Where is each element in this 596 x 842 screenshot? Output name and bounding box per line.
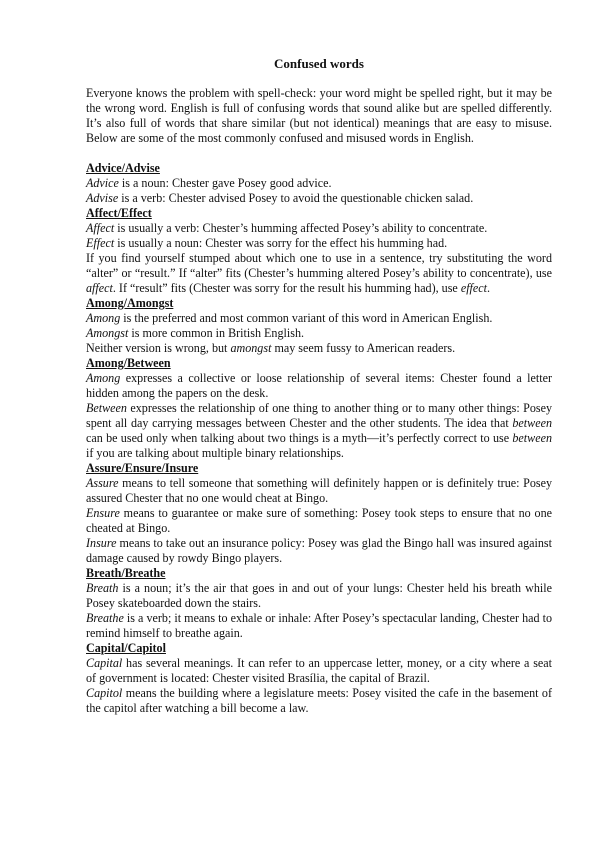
text-run: If you find yourself stumped about which one to use in a sentence, try substituting the word “alter” or “result.” If “alter” fits (Chester’s humming altered Posey’s ability to concentrate), use [86, 251, 552, 280]
definition-paragraph [86, 611, 552, 641]
italic-term: Effect [86, 236, 115, 250]
italic-term: Advise [86, 191, 119, 205]
definition-paragraph [86, 536, 552, 566]
italic-term: amongst [230, 341, 272, 355]
italic-term: effect [460, 281, 488, 295]
italic-term: Advice [86, 176, 119, 190]
definition-paragraph [86, 311, 552, 326]
section [86, 296, 552, 356]
italic-term: Amongst [86, 326, 129, 340]
text-run: can be used only when talking about two things is a myth—it’s perfectly correct to use [86, 431, 513, 445]
section-heading: Advice/Advise [86, 161, 160, 175]
italic-term: Among [86, 371, 121, 385]
section-heading: Affect/Effect [86, 206, 152, 220]
definition-paragraph [86, 176, 552, 191]
italic-term: Capitol [86, 686, 123, 700]
italic-term: Capital [86, 656, 123, 670]
section-heading: Capital/Capitol [86, 641, 166, 655]
text-run: is a noun: Chester gave Posey good advice. [118, 176, 332, 190]
text-run: is the preferred and most common variant of this word in American English. [120, 311, 493, 325]
italic-term: between [512, 416, 552, 430]
italic-term: Breath [86, 581, 119, 595]
text-run: is a verb; it means to exhale or inhale: After Posey’s spectacular landing, Chester had to remind himself to breathe again. [86, 611, 552, 640]
definition-paragraph [86, 581, 552, 611]
document-title: Confused words [274, 56, 364, 71]
definition-paragraph [86, 401, 552, 461]
section [86, 641, 552, 716]
italic-term: Insure [86, 536, 117, 550]
text-run: . [487, 281, 491, 295]
definition-paragraph [86, 656, 552, 686]
text-run: . If “result” fits (Chester was sorry for the result his humming had), use [112, 281, 461, 295]
section [86, 461, 552, 566]
definition-paragraph [86, 221, 552, 236]
document-page [86, 56, 552, 716]
text-run: means the building where a legislature meets: Posey visited the cafe in the basement of the capitol after watching a bill become a law. [86, 686, 552, 715]
text-run: is usually a verb: Chester’s humming affected Posey’s ability to concentrate. [114, 221, 488, 235]
italic-term: Between [86, 401, 127, 415]
sections-container [86, 161, 552, 716]
text-run: may seem fussy to American readers. [271, 341, 456, 355]
section-heading: Assure/Ensure/Insure [86, 461, 199, 475]
section-heading: Among/Amongst [86, 296, 174, 310]
text-run: expresses a collective or loose relationship of several items: Chester found a letter hidden among the papers on the desk. [86, 371, 552, 400]
section [86, 206, 552, 296]
text-run: means to tell someone that something will definitely happen or is definitely true: Posey assured Chester that no one would cheat at Bingo. [86, 476, 552, 505]
definition-paragraph [86, 236, 552, 251]
definition-paragraph [86, 506, 552, 536]
definition-paragraph [86, 191, 552, 206]
italic-term: between [512, 431, 552, 445]
italic-term: Affect [86, 221, 115, 235]
text-run: expresses the relationship of one thing to another thing or to many other things: Posey spent all day carrying messages between Chester and the other students. The idea that [86, 401, 552, 430]
text-run: if you are talking about multiple binary relationships. [86, 446, 344, 460]
definition-paragraph [86, 341, 552, 356]
section [86, 356, 552, 461]
italic-term: affect [86, 281, 113, 295]
italic-term: Among [86, 311, 121, 325]
definition-paragraph [86, 686, 552, 716]
section [86, 566, 552, 641]
definition-paragraph [86, 326, 552, 341]
intro-paragraph: Everyone knows the problem with spell-check: your word might be spelled right, but it may be the wrong word. English is full of confusing words that sound alike but are spelled differently. It’s also full of words that share similar (but not identical) meanings that are easy to misuse. Below are some of the most commonly confused and misused words in English. [86, 86, 552, 145]
text-run: is a noun; it’s the air that goes in and out of your lungs: Chester held his breath while Posey skateboarded down the stairs. [86, 581, 552, 610]
text-run: is more common in British English. [128, 326, 305, 340]
text-run: means to guarantee or make sure of something: Posey took steps to ensure that no one cheated at Bingo. [86, 506, 552, 535]
text-run: has several meanings. It can refer to an uppercase letter, money, or a city where a seat of government is located: Chester visited Brasília, the capital of Brazil. [86, 656, 552, 685]
section-heading: Breath/Breathe [86, 566, 166, 580]
definition-paragraph [86, 371, 552, 401]
definition-paragraph [86, 251, 552, 296]
text-run: means to take out an insurance policy: Posey was glad the Bingo hall was insured against damage caused by rowdy Bingo players. [86, 536, 552, 565]
section-heading: Among/Between [86, 356, 171, 370]
italic-term: Breathe [86, 611, 124, 625]
section [86, 161, 552, 206]
italic-term: Ensure [86, 506, 120, 520]
text-run: is a verb: Chester advised Posey to avoid the questionable chicken salad. [118, 191, 474, 205]
text-run: is usually a noun: Chester was sorry for the effect his humming had. [114, 236, 448, 250]
definition-paragraph [86, 476, 552, 506]
text-run: Neither version is wrong, but [86, 341, 231, 355]
italic-term: Assure [86, 476, 119, 490]
